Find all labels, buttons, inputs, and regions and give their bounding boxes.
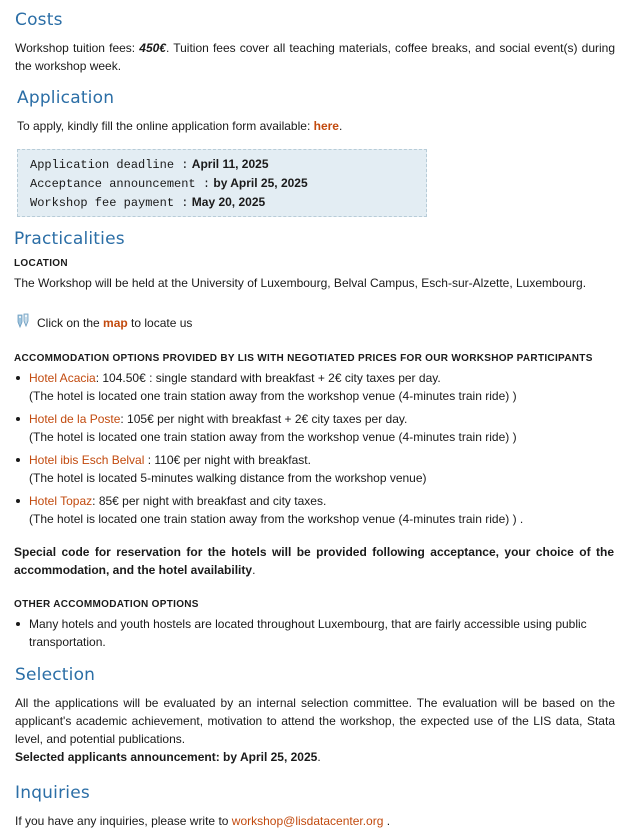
practicalities-heading: Practicalities xyxy=(14,229,125,249)
map-link[interactable]: map xyxy=(103,316,128,330)
application-form-link[interactable]: here xyxy=(313,119,339,133)
date-label: Application deadline : xyxy=(30,158,189,172)
hotel-link[interactable]: Hotel de la Poste xyxy=(29,412,121,426)
other-accommodation-list xyxy=(13,615,603,656)
hotel-link[interactable]: Hotel Acacia xyxy=(29,371,96,385)
date-row xyxy=(30,155,426,174)
special-code-text xyxy=(14,543,614,579)
hotel-details: : 110€ per night with breakfast. xyxy=(144,453,311,467)
special-code-end: . xyxy=(252,563,256,577)
costs-heading: Costs xyxy=(15,10,63,30)
other-accommodation-label: OTHER ACCOMMODATION OPTIONS xyxy=(14,599,199,610)
hotel-details: : 85€ per night with breakfast and city taxes. xyxy=(92,494,327,508)
selection-heading: Selection xyxy=(15,665,96,685)
date-value: by April 25, 2025 xyxy=(213,176,308,190)
map-text-before: Click on the xyxy=(37,316,104,330)
application-text-end: . xyxy=(338,119,343,133)
selection-text: All the applications will be evaluated by an internal selection committee. The evaluation will be based on the applicant's academic achievement, motivation to attend the workshop, the expected use of the LIS data, Stata level, and potential publications. xyxy=(15,696,615,746)
list-item xyxy=(13,451,623,487)
hotel-details: : 104.50€ : single standard with breakfast + 2€ city taxes per day. xyxy=(95,371,441,385)
accommodation-label: ACCOMMODATION OPTIONS PROVIDED BY LIS WITH NEGOTIATED PRICES FOR OUR WORKSHOP PARTICIPANTS xyxy=(14,353,593,364)
inquiries-text-before: If you have any inquiries, please write to xyxy=(15,814,232,828)
date-row xyxy=(30,174,426,193)
email-link[interactable]: workshop@lisdatacenter.org xyxy=(231,814,384,828)
list-item: Many hotels and youth hostels are located throughout Luxembourg, that are fairly accessible using public transportation. xyxy=(13,615,603,651)
inquiries-heading: Inquiries xyxy=(15,783,90,803)
location-label: LOCATION xyxy=(14,258,68,269)
inquiries-text xyxy=(15,812,615,830)
hotel-note: (The hotel is located one train station away from the workshop venue (4-minutes train ride) ) xyxy=(29,430,517,444)
date-value: April 11, 2025 xyxy=(191,157,269,171)
date-value: May 20, 2025 xyxy=(191,195,266,209)
date-row xyxy=(30,193,426,212)
inquiries-text-end: . xyxy=(383,814,391,828)
map-pin-icon xyxy=(15,313,31,334)
selection-announcement-end: . xyxy=(317,750,321,764)
hotel-note: (The hotel is located 5-minutes walking distance from the workshop venue) xyxy=(29,471,427,485)
tuition-fee: 450€ xyxy=(139,41,166,55)
hotel-note: (The hotel is located one train station away from the workshop venue (4-minutes train ride) ) xyxy=(29,389,517,403)
date-label: Workshop fee payment : xyxy=(30,196,189,210)
costs-text-before: Workshop tuition fees: xyxy=(15,41,140,55)
key-dates-box xyxy=(17,149,427,217)
list-item xyxy=(13,492,623,528)
selection-announcement xyxy=(15,748,615,766)
application-heading: Application xyxy=(17,88,115,108)
date-label: Acceptance announcement : xyxy=(30,177,211,191)
hotel-link[interactable]: Hotel Topaz xyxy=(29,494,93,508)
application-text-before: To apply, kindly fill the online application form available: xyxy=(17,119,314,133)
hotel-link[interactable]: Hotel ibis Esch Belval xyxy=(29,453,145,467)
list-item xyxy=(13,369,623,405)
hotel-details: : 105€ per night with breakfast + 2€ city taxes per day. xyxy=(120,412,408,426)
hotel-note: (The hotel is located one train station away from the workshop venue (4-minutes train ride) ) . xyxy=(29,512,524,526)
special-code-bold: Special code for reservation for the hotels will be provided following acceptance, your choice of the accommodation, and the hotel availability xyxy=(14,545,614,577)
application-text xyxy=(17,117,617,135)
map-line xyxy=(15,313,415,334)
list-item xyxy=(13,410,623,446)
costs-text-after: . Tuition fees cover all teaching materials, coffee breaks, and social event(s) during the workshop week. xyxy=(15,41,615,73)
costs-text xyxy=(15,39,615,75)
selection-announcement-bold: Selected applicants announcement: by April 25, 2025 xyxy=(15,750,318,764)
map-text-after: to locate us xyxy=(127,316,193,330)
location-text: The Workshop will be held at the University of Luxembourg, Belval Campus, Esch-sur-Alzette, Luxembourg. xyxy=(14,276,587,290)
hotel-list xyxy=(13,369,623,533)
